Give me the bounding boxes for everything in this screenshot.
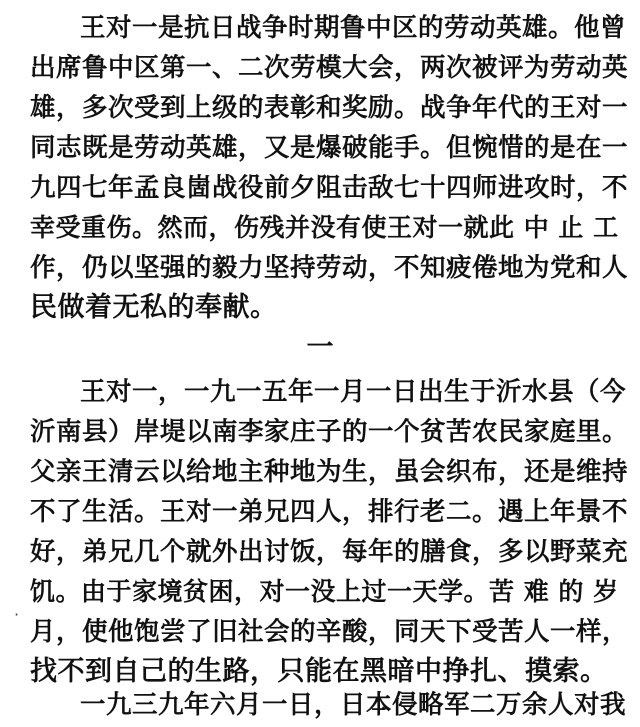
paragraph-2-line-2: 沂南县）岸堤以南李家庄子的一个贫苦农民家庭里。 — [30, 417, 629, 447]
paragraph-1-line-7: 作，仍以坚强的毅力坚持劳动，不知疲倦地为党和人 — [30, 253, 629, 283]
paragraph-1-line-1: 王对一是抗日战争时期鲁中区的劳动英雄。他曾 — [80, 13, 627, 43]
paragraph-2-line-1: 王对一，一九一五年一月一日出生于沂水县（今 — [80, 377, 627, 407]
paragraph-2-line-5: 好，弟兄几个就外出讨饭，每年的膳食，多以野菜充 — [30, 537, 629, 567]
paragraph-1-line-5: 九四七年孟良崮战役前夕阻击敌七十四师进攻时，不 — [30, 173, 629, 203]
paragraph-1-line-2: 出席鲁中区第一、二次劳模大会，两次被评为劳动英 — [30, 53, 629, 83]
paragraph-2-line-7: 月，使他饱尝了旧社会的辛酸，同天下受苦人一样， — [30, 617, 629, 647]
paragraph-3-line-1: 一九三九年六月一日，日本侵略军二万余人对我 — [80, 690, 627, 720]
paragraph-2-line-4: 不了生活。王对一弟兄四人，排行老二。遇上年景不 — [30, 497, 629, 527]
paragraph-1-line-6: 幸受重伤。然而，伤残并没有使王对一就此 中 止 工 — [30, 213, 619, 242]
paragraph-1-line-4: 同志既是劳动英雄，又是爆破能手。但惋惜的是在一 — [30, 133, 629, 163]
section-heading: 一 — [306, 332, 334, 363]
paragraph-2-line-6: 饥。由于家境贫困，对一没上过一天学。苦 难 的 岁 — [30, 577, 619, 606]
paragraph-2-line-3: 父亲王清云以给地主种地为生，虽会织布，还是维持 — [30, 457, 629, 487]
paragraph-1-line-3: 雄，多次受到上级的表彰和奖励。战争年代的王对一 — [30, 93, 629, 123]
paragraph-1-line-8: 民做着无私的奉献。 — [30, 292, 278, 323]
margin-mark: · — [14, 605, 20, 624]
paragraph-2-line-8: 找不到自己的生路，只能在黑暗中挣扎、摸索。 — [30, 656, 608, 687]
